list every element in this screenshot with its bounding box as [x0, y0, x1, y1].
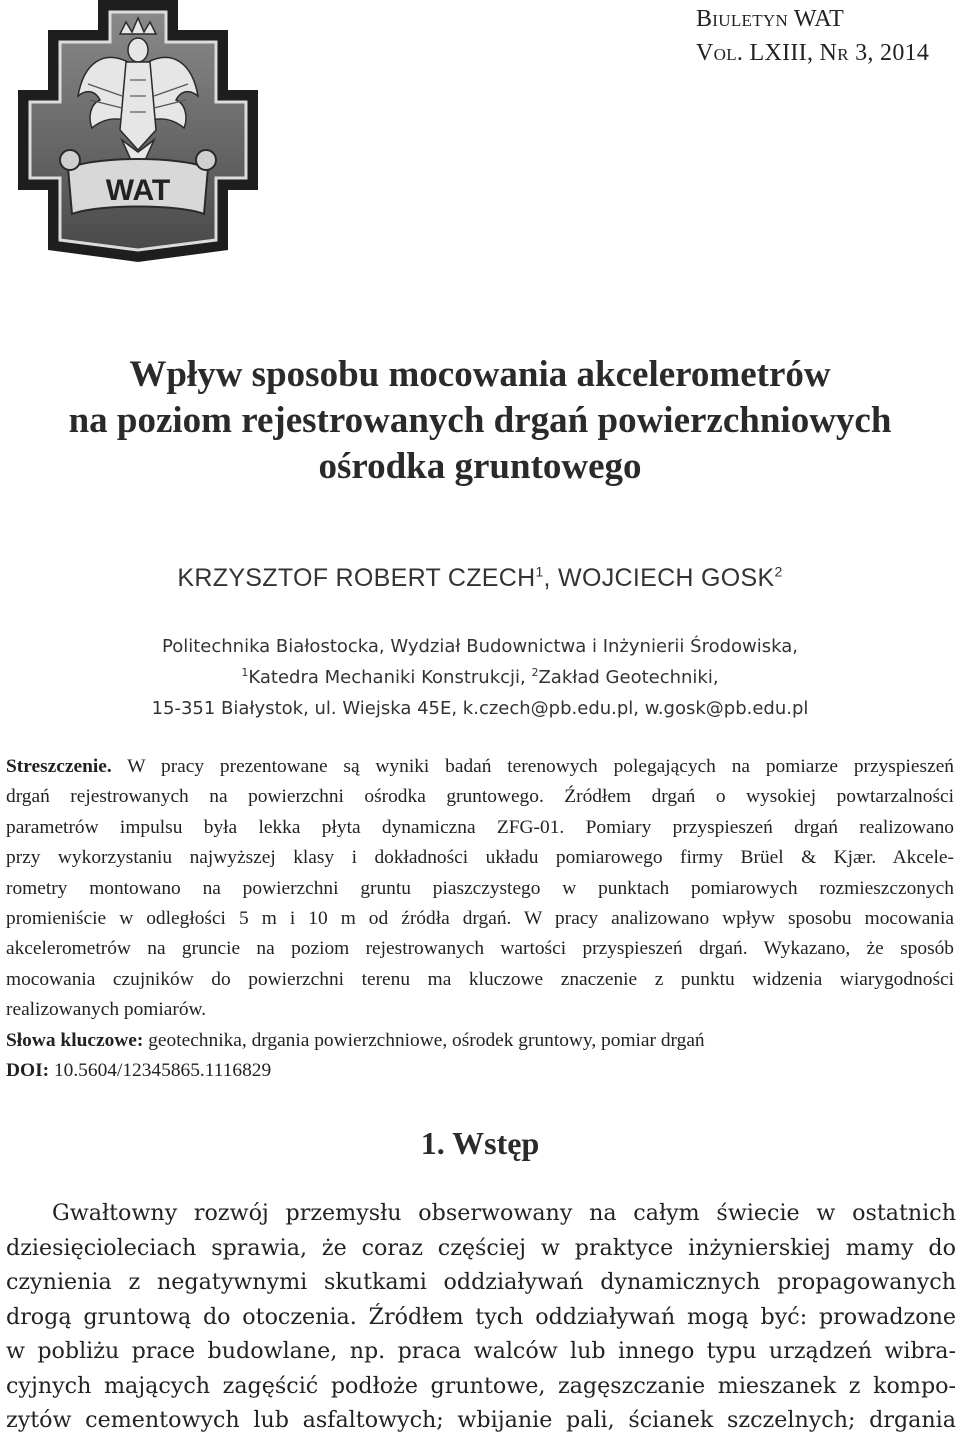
abstract-line: parametrów impulsu była lekka płyta dynamiczna ZFG-01. Pomiary przyspieszeń drgań realizowano: [6, 816, 954, 838]
body-line: zytów cementowych lub asfaltowych; wbijanie pali, ścianek szczelnych; drgania: [6, 1407, 956, 1433]
abstract: [6, 752, 954, 1086]
author-affiliation-mark: 2: [774, 563, 783, 580]
abstract-line: przy wykorzystaniu najwyższej klasy i dokładności układu pomiarowego firmy Brüel & Kjær. Akcele-: [6, 847, 954, 869]
affiliation: [0, 631, 960, 724]
affiliation-line: 15-351 Białystok, ul. Wiejska 45E, k.czech@pb.edu.pl, w.gosk@pb.edu.pl: [151, 698, 809, 719]
body-line: Gwałtowny rozwój przemysłu obserwowany na całym świecie w ostatnich: [52, 1200, 956, 1226]
body-line: w pobliżu prace budowlane, np. praca walców lub innego typu urządzeń wibra-: [6, 1338, 956, 1364]
authors: [0, 560, 960, 596]
body-line: dziesięcioleciach sprawia, że coraz częściej w praktyce inżynierskiej mamy do: [6, 1234, 956, 1261]
abstract-line: mocowania czujników do powierzchni terenu ma kluczowe znaczenie z punktu widzenia wiarygodności: [6, 968, 954, 990]
abstract-text: W pracy prezentowane są wyniki badań terenowych polegających na pomiarze przyspieszeń: [111, 756, 954, 777]
abstract-line: drgań rejestrowanych na powierzchni ośrodka gruntowego. Źródłem drgań o wysokiej powtarzalności: [6, 786, 954, 808]
title-line: na poziom rejestrowanych drgań powierzchniowych: [68, 400, 892, 441]
doi: [6, 1056, 954, 1086]
journal-volume: Vol. LXIII, Nr 3, 2014: [696, 40, 930, 66]
affiliation-mark: 1: [241, 666, 249, 679]
body-line: drogą gruntową do otoczenia. Źródłem tych oddziaływań mogą być: prowadzone: [6, 1303, 956, 1330]
military-academy-eagle-emblem-icon: [18, 0, 258, 262]
author-name: KRZYSZTOF ROBERT CZECH: [177, 564, 536, 592]
keywords-label: Słowa kluczowe:: [6, 1029, 144, 1051]
abstract-line: rometry montowano na powierzchni gruntu piaszczystego w punktach pomiarowych rozmieszczonych: [6, 877, 954, 899]
section-heading: 1. Wstęp: [420, 1125, 540, 1161]
title-line: ośrodka gruntowego: [318, 446, 642, 487]
affiliation-mark: 2: [531, 666, 539, 679]
body-paragraph: [6, 1196, 956, 1438]
abstract-line: akcelerometrów na gruncie na poziom rejestrowanych wartości przyspieszeń drgań. Wykazano, że sposób: [6, 938, 954, 960]
abstract-line: promieniście w odległości 5 m i 10 m od źródła drgań. W pracy analizowano wpływ sposobu mocowania: [6, 908, 954, 930]
doi-link[interactable]: 10.5604/12345865.1116829: [49, 1060, 272, 1082]
body-line: cyjnych mających zagęścić podłoże gruntowe, zagęszczanie mieszanek z kompo-: [6, 1372, 956, 1399]
abstract-line: realizowanych pomiarów.: [6, 999, 207, 1021]
journal-header: [696, 2, 929, 70]
title-line: Wpływ sposobu mocowania akcelerometrów: [129, 354, 831, 395]
affiliation-line: [0, 662, 960, 693]
abstract-label: Streszczenie.: [6, 756, 112, 777]
keywords-text: geotechnika, drgania powierzchniowe, ośrodek gruntowy, pomiar drgań: [143, 1029, 705, 1051]
article-title: [0, 352, 960, 490]
affiliation-text: Zakład Geotechniki,: [538, 667, 719, 688]
keywords: [6, 1026, 954, 1056]
wat-logo: [18, 0, 258, 262]
doi-label: DOI:: [6, 1060, 50, 1082]
author-affiliation-mark: 1: [535, 563, 544, 580]
author-name: WOJCIECH GOSK: [558, 564, 775, 592]
affiliation-line: Politechnika Białostocka, Wydział Budownictwa i Inżynierii Środowiska,: [162, 636, 798, 657]
logo-wat-text: WAT: [105, 174, 171, 207]
journal-name: Biuletyn WAT: [696, 6, 845, 32]
author-separator: ,: [543, 564, 559, 592]
abstract-line: [6, 752, 954, 782]
body-line: czynienia z negatywnymi skutkami oddziaływań dynamicznych propagowanych: [6, 1269, 956, 1295]
affiliation-text: Katedra Mechaniki Konstrukcji,: [248, 667, 532, 688]
